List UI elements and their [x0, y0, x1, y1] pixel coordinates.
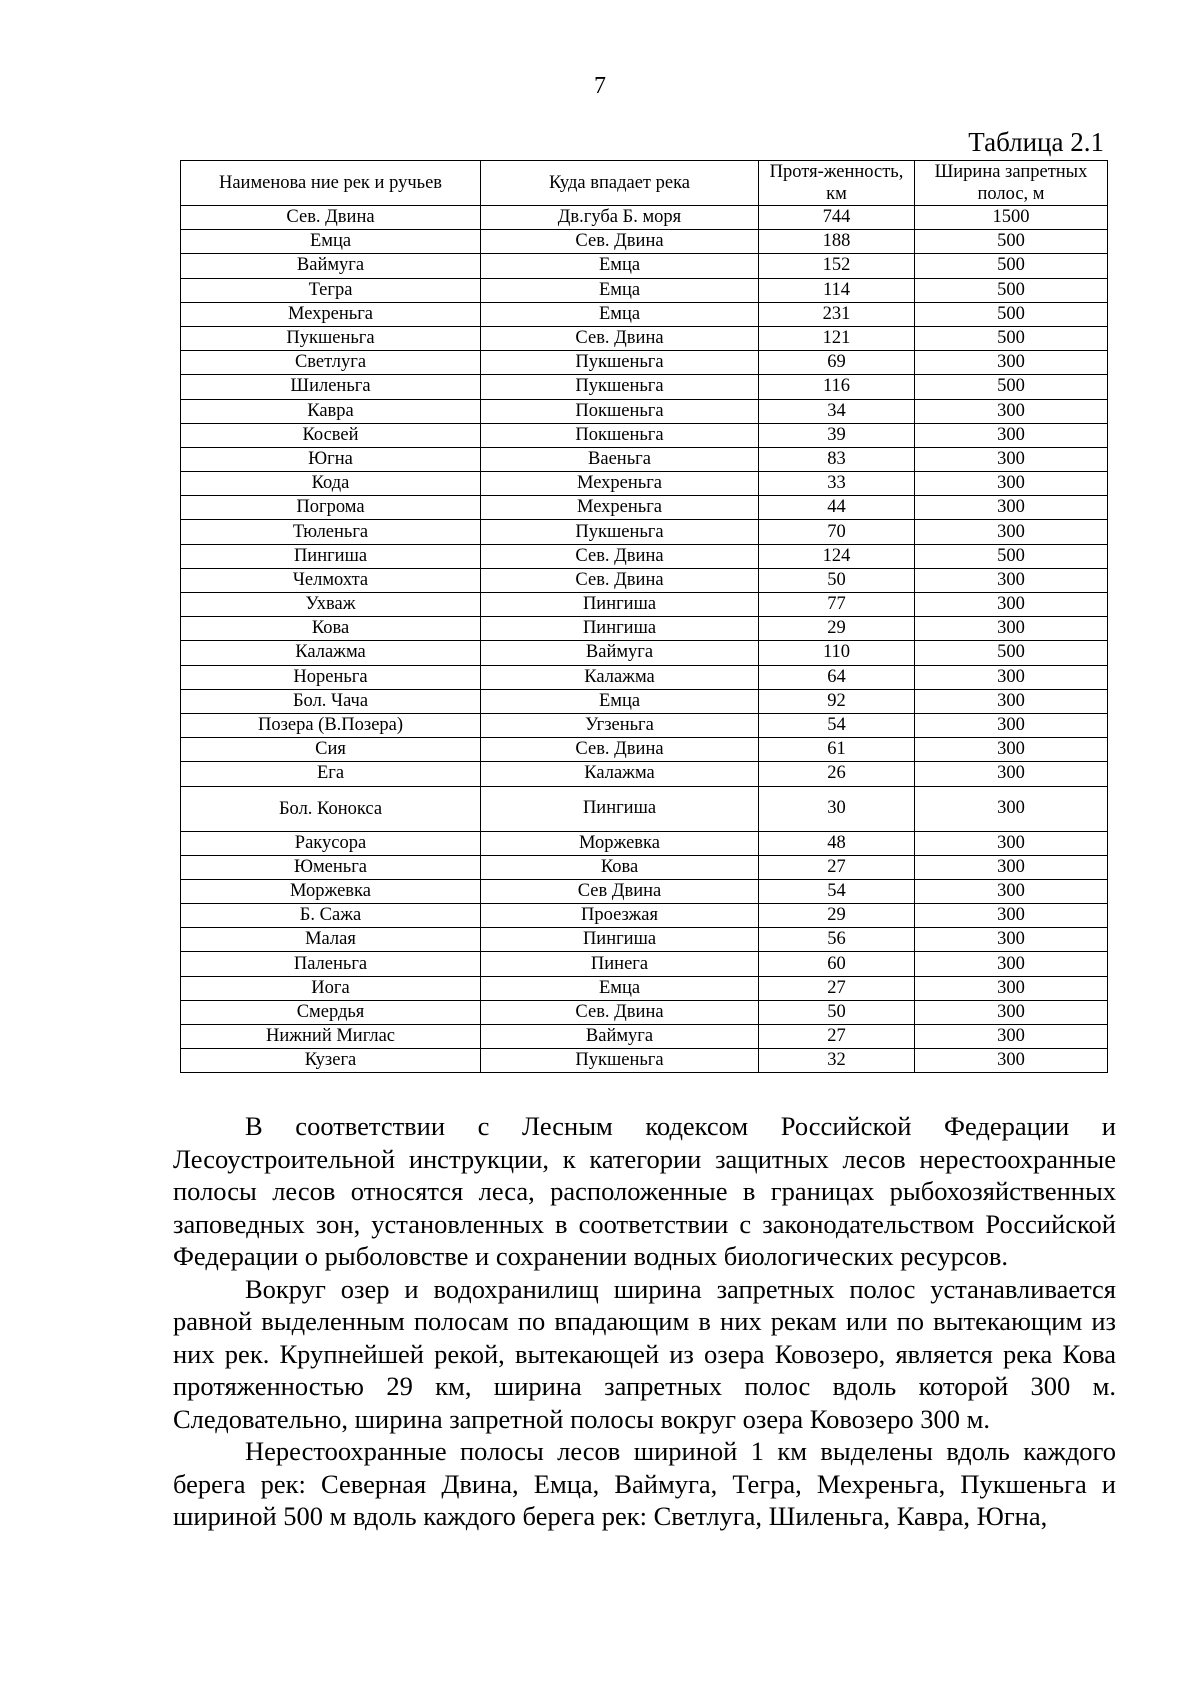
table-row — [181, 831, 1108, 855]
cell-river-name: Паленьга — [181, 952, 481, 976]
cell-flows-into: Пукшеньга — [481, 520, 759, 544]
cell-length: 34 — [759, 399, 915, 423]
cell-length: 92 — [759, 689, 915, 713]
cell-strip-width: 300 — [915, 952, 1108, 976]
cell-length: 27 — [759, 855, 915, 879]
cell-strip-width: 300 — [915, 496, 1108, 520]
table-row — [181, 952, 1108, 976]
cell-river-name: Ухваж — [181, 593, 481, 617]
cell-river-name: Моржевка — [181, 879, 481, 903]
cell-length: 61 — [759, 738, 915, 762]
cell-length: 83 — [759, 447, 915, 471]
cell-river-name: Югна — [181, 447, 481, 471]
cell-length: 50 — [759, 1000, 915, 1024]
cell-strip-width: 300 — [915, 904, 1108, 928]
cell-river-name: Челмохта — [181, 568, 481, 592]
cell-length: 114 — [759, 278, 915, 302]
cell-river-name: Емца — [181, 230, 481, 254]
cell-river-name: Бол. Конокса — [181, 786, 481, 831]
cell-strip-width: 300 — [915, 762, 1108, 786]
table-row — [181, 351, 1108, 375]
cell-strip-width: 300 — [915, 1049, 1108, 1073]
cell-river-name: Юменьга — [181, 855, 481, 879]
cell-length: 29 — [759, 904, 915, 928]
cell-flows-into: Пукшеньга — [481, 1049, 759, 1073]
cell-length: 152 — [759, 254, 915, 278]
cell-flows-into: Пингиша — [481, 928, 759, 952]
cell-flows-into: Пингиша — [481, 786, 759, 831]
cell-length: 32 — [759, 1049, 915, 1073]
cell-length: 77 — [759, 593, 915, 617]
cell-flows-into: Сев. Двина — [481, 738, 759, 762]
cell-strip-width: 300 — [915, 928, 1108, 952]
cell-strip-width: 300 — [915, 689, 1108, 713]
table-row — [181, 713, 1108, 737]
cell-length: 56 — [759, 928, 915, 952]
table-row — [181, 254, 1108, 278]
table-row — [181, 641, 1108, 665]
cell-length: 48 — [759, 831, 915, 855]
cell-flows-into: Ваймуга — [481, 641, 759, 665]
cell-river-name: Погрома — [181, 496, 481, 520]
table-row — [181, 786, 1108, 831]
cell-river-name: Малая — [181, 928, 481, 952]
table-row — [181, 738, 1108, 762]
cell-length: 30 — [759, 786, 915, 831]
cell-flows-into: Емца — [481, 689, 759, 713]
cell-length: 70 — [759, 520, 915, 544]
cell-flows-into: Калажма — [481, 762, 759, 786]
cell-length: 29 — [759, 617, 915, 641]
cell-river-name: Бол. Чача — [181, 689, 481, 713]
cell-flows-into: Емца — [481, 254, 759, 278]
cell-strip-width: 1500 — [915, 206, 1108, 230]
table-row — [181, 544, 1108, 568]
table-row — [181, 879, 1108, 903]
cell-river-name: Косвей — [181, 423, 481, 447]
table-row — [181, 496, 1108, 520]
cell-strip-width: 500 — [915, 375, 1108, 399]
paragraph: В соответствии с Лесным кодексом Российской Федерации и Лесоустроительной инструкции, к категории защитных лесов нерестоохранные полосы лесов относятся леса, расположенные в границах рыбохозяйственных заповедных зон, установленных в соответствии с законодательством Российской Федерации о рыболовстве и сохранении водных биологических ресурсов. — [173, 1111, 1116, 1271]
cell-river-name: Калажма — [181, 641, 481, 665]
cell-river-name: Сия — [181, 738, 481, 762]
cell-length: 26 — [759, 762, 915, 786]
cell-river-name: Кода — [181, 472, 481, 496]
cell-river-name: Шиленьга — [181, 375, 481, 399]
cell-river-name: Пингиша — [181, 544, 481, 568]
cell-flows-into: Сев. Двина — [481, 230, 759, 254]
cell-river-name: Ваймуга — [181, 254, 481, 278]
table-row — [181, 206, 1108, 230]
cell-length: 744 — [759, 206, 915, 230]
cell-flows-into: Пинега — [481, 952, 759, 976]
cell-length: 64 — [759, 665, 915, 689]
cell-strip-width: 300 — [915, 665, 1108, 689]
cell-flows-into: Пингиша — [481, 617, 759, 641]
cell-strip-width: 500 — [915, 230, 1108, 254]
cell-river-name: Кова — [181, 617, 481, 641]
cell-flows-into: Мехреньга — [481, 496, 759, 520]
cell-strip-width: 300 — [915, 1000, 1108, 1024]
cell-river-name: Пукшеньга — [181, 326, 481, 350]
cell-flows-into: Пукшеньга — [481, 351, 759, 375]
cell-strip-width: 300 — [915, 399, 1108, 423]
cell-flows-into: Сев. Двина — [481, 326, 759, 350]
table-row — [181, 399, 1108, 423]
table-row — [181, 302, 1108, 326]
cell-flows-into: Пингиша — [481, 593, 759, 617]
cell-river-name: Смердья — [181, 1000, 481, 1024]
table-row — [181, 423, 1108, 447]
cell-strip-width: 500 — [915, 254, 1108, 278]
table-row — [181, 904, 1108, 928]
cell-strip-width: 300 — [915, 617, 1108, 641]
cell-strip-width: 500 — [915, 544, 1108, 568]
cell-flows-into: Проезжая — [481, 904, 759, 928]
table-row — [181, 593, 1108, 617]
table-row — [181, 1025, 1108, 1049]
cell-river-name: Позера (В.Позера) — [181, 713, 481, 737]
paragraph: Нерестоохранные полосы лесов шириной 1 км выделены вдоль каждого берега рек: Северная Двина, Емца, Ваймуга, Тегра, Мехреньга, Пукшеньга и шириной 500 м вдоль каждого берега рек: Светлуга, Шиленьга, Кавра, Югна, — [173, 1436, 1116, 1531]
cell-strip-width: 300 — [915, 855, 1108, 879]
table-caption: Таблица 2.1 — [968, 127, 1104, 157]
rivers-table — [180, 160, 1108, 1073]
paragraph: Вокруг озер и водохранилищ ширина запретных полос устанавливается равной выделенным полосам по впадающим в них рекам или по вытекающим из них рек. Крупнейшей рекой, вытекающей из озера Ковозеро, является река Кова протяженностью 29 км, ширина запретных полос вдоль которой 300 м. Следовательно, ширина запретной полосы вокруг озера Ковозеро 300 м. — [173, 1273, 1116, 1434]
cell-river-name: Мехреньга — [181, 302, 481, 326]
cell-river-name: Тегра — [181, 278, 481, 302]
cell-strip-width: 300 — [915, 520, 1108, 544]
cell-strip-width: 300 — [915, 423, 1108, 447]
table-row — [181, 520, 1108, 544]
cell-flows-into: Дв.губа Б. моря — [481, 206, 759, 230]
table-row — [181, 1049, 1108, 1073]
header-length: Протя-женность, км — [759, 161, 915, 206]
cell-river-name: Сев. Двина — [181, 206, 481, 230]
table-row — [181, 928, 1108, 952]
cell-flows-into: Емца — [481, 302, 759, 326]
cell-strip-width: 500 — [915, 278, 1108, 302]
cell-length: 39 — [759, 423, 915, 447]
cell-strip-width: 300 — [915, 879, 1108, 903]
table-row — [181, 230, 1108, 254]
cell-length: 60 — [759, 952, 915, 976]
cell-strip-width: 300 — [915, 447, 1108, 471]
table-row — [181, 472, 1108, 496]
cell-flows-into: Ваймуга — [481, 1025, 759, 1049]
cell-strip-width: 300 — [915, 1025, 1108, 1049]
cell-strip-width: 300 — [915, 976, 1108, 1000]
table-row — [181, 375, 1108, 399]
cell-strip-width: 300 — [915, 472, 1108, 496]
cell-length: 69 — [759, 351, 915, 375]
cell-river-name: Кузега — [181, 1049, 481, 1073]
cell-strip-width: 500 — [915, 302, 1108, 326]
cell-flows-into: Мехреньга — [481, 472, 759, 496]
body-text — [173, 1110, 1116, 1533]
cell-flows-into: Сев. Двина — [481, 568, 759, 592]
cell-strip-width: 500 — [915, 326, 1108, 350]
cell-length: 50 — [759, 568, 915, 592]
cell-length: 110 — [759, 641, 915, 665]
cell-flows-into: Угзеньга — [481, 713, 759, 737]
cell-flows-into: Емца — [481, 976, 759, 1000]
cell-flows-into: Калажма — [481, 665, 759, 689]
cell-river-name: Тюленьга — [181, 520, 481, 544]
table-row — [181, 762, 1108, 786]
cell-length: 27 — [759, 1025, 915, 1049]
table-row — [181, 1000, 1108, 1024]
cell-river-name: Светлуга — [181, 351, 481, 375]
table-row — [181, 326, 1108, 350]
cell-flows-into: Покшеньга — [481, 423, 759, 447]
cell-river-name: Иога — [181, 976, 481, 1000]
cell-flows-into: Покшеньга — [481, 399, 759, 423]
cell-river-name: Нижний Миглас — [181, 1025, 481, 1049]
table-row — [181, 665, 1108, 689]
cell-length: 116 — [759, 375, 915, 399]
cell-flows-into: Сев Двина — [481, 879, 759, 903]
cell-strip-width: 300 — [915, 786, 1108, 831]
cell-length: 54 — [759, 713, 915, 737]
cell-river-name: Ракусора — [181, 831, 481, 855]
page-number: 7 — [594, 73, 606, 99]
cell-river-name: Нореньга — [181, 665, 481, 689]
cell-flows-into: Емца — [481, 278, 759, 302]
header-flows-into: Куда впадает река — [481, 161, 759, 206]
cell-flows-into: Ваеньга — [481, 447, 759, 471]
cell-length: 121 — [759, 326, 915, 350]
header-river-name: Наименова ние рек и ручьев — [181, 161, 481, 206]
cell-length: 124 — [759, 544, 915, 568]
header-strip-width: Ширина запретных полос, м — [915, 161, 1108, 206]
cell-flows-into: Моржевка — [481, 831, 759, 855]
cell-length: 33 — [759, 472, 915, 496]
rivers-table-body — [181, 206, 1108, 1073]
cell-length: 231 — [759, 302, 915, 326]
cell-river-name: Кавра — [181, 399, 481, 423]
cell-flows-into: Сев. Двина — [481, 1000, 759, 1024]
cell-strip-width: 300 — [915, 568, 1108, 592]
table-header-row — [181, 161, 1108, 206]
cell-strip-width: 300 — [915, 713, 1108, 737]
cell-flows-into: Пукшеньга — [481, 375, 759, 399]
table-row — [181, 447, 1108, 471]
cell-strip-width: 300 — [915, 738, 1108, 762]
cell-strip-width: 300 — [915, 831, 1108, 855]
cell-length: 44 — [759, 496, 915, 520]
cell-flows-into: Кова — [481, 855, 759, 879]
table-row — [181, 855, 1108, 879]
table-row — [181, 278, 1108, 302]
table-row — [181, 568, 1108, 592]
table-row — [181, 976, 1108, 1000]
table-row — [181, 617, 1108, 641]
cell-length: 27 — [759, 976, 915, 1000]
table-row — [181, 689, 1108, 713]
cell-strip-width: 500 — [915, 641, 1108, 665]
cell-strip-width: 300 — [915, 593, 1108, 617]
cell-flows-into: Сев. Двина — [481, 544, 759, 568]
cell-length: 188 — [759, 230, 915, 254]
cell-river-name: Б. Сажа — [181, 904, 481, 928]
cell-strip-width: 300 — [915, 351, 1108, 375]
cell-length: 54 — [759, 879, 915, 903]
cell-river-name: Ега — [181, 762, 481, 786]
